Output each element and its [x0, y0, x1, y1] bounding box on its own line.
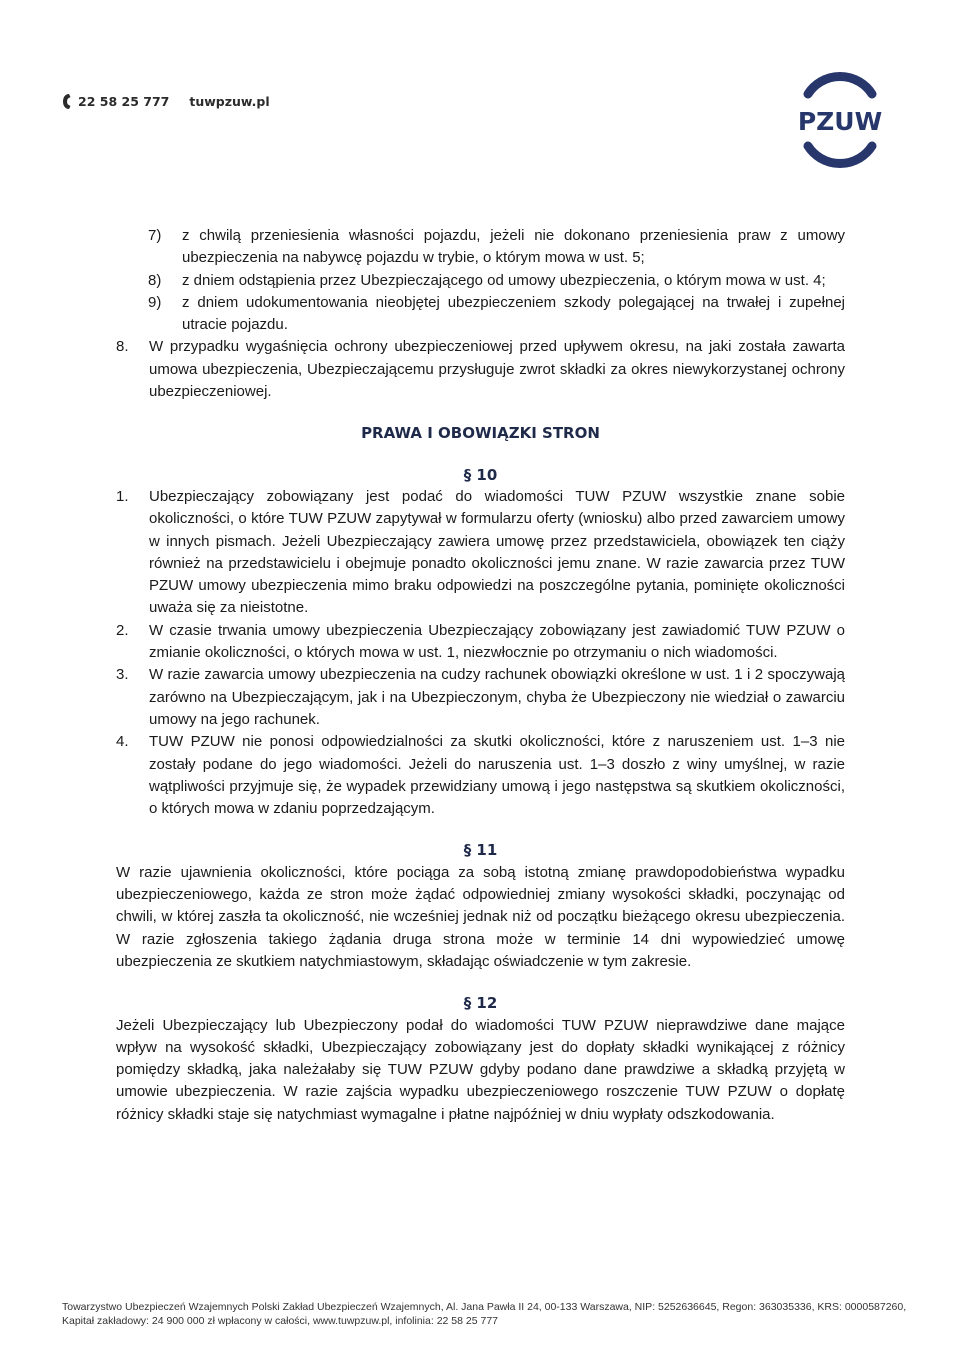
list-item-number: 7)	[148, 227, 162, 244]
paragraph-number: 3.	[116, 666, 129, 684]
document-body	[116, 225, 845, 1126]
list-item-text: z dniem udokumentowania nieobjętej ubezpieczeniem szkody polegającej na trwałej i zupełnej utracie pojazdu.	[182, 293, 845, 334]
section-12-title: § 12	[463, 994, 498, 1013]
numbered-paragraph	[116, 486, 845, 620]
header-phone: 22 58 25 777	[78, 94, 170, 109]
numbered-paragraph	[116, 731, 845, 820]
list-item-text: z chwilą przeniesienia własności pojazdu, jeżeli nie dokonano przeniesienia praw z umowy ubezpieczenia na nabywcę pojazdu w trybie, o którym mowa w ust. 5;	[182, 227, 845, 267]
paragraph-text: W przypadku wygaśnięcia ochrony ubezpieczeniowej przed upływem okresu, na jaki została zawarta umowa ubezpieczenia, Ubezpieczającemu przysługuje zwrot składki za okres niewykorzystanej ochrony ubezpieczeniowej.	[149, 338, 845, 401]
footer-line-2: Kapitał zakładowy: 24 900 000 zł wpłacony w całości, www.tuwpzuw.pl, infolinia: 22 58 25 777	[62, 1315, 499, 1327]
paragraph-number: 2.	[116, 621, 129, 639]
footer	[62, 1300, 906, 1328]
phone-icon	[62, 93, 73, 110]
list-item-text: z dniem odstąpienia przez Ubezpieczającego od umowy ubezpieczenia, o którym mowa w ust. 4;	[182, 271, 826, 289]
list-item	[116, 225, 845, 270]
paragraph-text: TUW PZUW nie ponosi odpowiedzialności za skutki okoliczności, które z naruszeniem ust. 1–3 nie zostały podane do jego wiadomości. Jeżeli do naruszenia ust. 1–3 doszło z winy umyślnej, w razie wątpliwości przyjmuje się, że wypadek przewidziany umową i jego następstwa są skutkiem okoliczności, o których mowa w zdaniu poprzedzającym.	[149, 733, 845, 818]
numbered-paragraph	[116, 336, 845, 403]
section-12-text: Jeżeli Ubezpieczający lub Ubezpieczony podał do wiadomości TUW PZUW nieprawdziwe dane mające wpływ na wysokość składki, Ubezpieczający zobowiązany jest do dopłaty składki wynikającej z różnicy pomiędzy składką, jaka należałaby się TUW PZUW gdyby podano dane prawdziwe a składką przyjętą w umowie ubezpieczenia. W razie zajścia wypadku ubezpieczeniowego roszczenie TUW PZUW o dopłatę różnicy składki staje się natychmiast wymagalne i płatne najpóźniej w dniu wypłaty odszkodowania.	[116, 1016, 845, 1123]
paragraph-text: Ubezpieczający zobowiązany jest podać do wiadomości TUW PZUW wszystkie znane sobie okoliczności, o które TUW PZUW zapytywał w formularzu oferty (wniosku) albo przed zawarciem umowy w innych pismach. Jeżeli Ubezpieczający zawiera umowę przez przedstawiciela, obowiązek ten ciąży również na przedstawicielu i obejmuje ponadto okoliczności jemu znane. W razie zawarcia przez TUW PZUW umowy ubezpieczenia mimo braku odpowiedzi na poszczególne pytania, pominięte okoliczności uważa się za nieistotne.	[149, 487, 845, 617]
paragraph-text: W razie zawarcia umowy ubezpieczenia na cudzy rachunek obowiązki określone w ust. 1 i 2 spoczywają zarówno na Ubezpieczającym, jak i na Ubezpieczonym, chyba że Ubezpieczony nie wiedział o zawarciu umowy na jego rachunek.	[149, 666, 845, 728]
header-website[interactable]: tuwpzuw.pl	[189, 94, 270, 109]
paragraph-number: 8.	[116, 338, 129, 356]
footer-line-1: Towarzystwo Ubezpieczeń Wzajemnych Polski Zakład Ubezpieczeń Wzajemnych, Al. Jana Pawła II 24, 00-133 Warszawa, NIP: 5252636645, Regon: 363035336, KRS: 0000587260,	[62, 1301, 907, 1313]
numbered-paragraph	[116, 620, 845, 665]
list-item-number: 9)	[148, 293, 162, 311]
list-item	[116, 292, 845, 337]
list-item-number: 8)	[148, 271, 162, 289]
pzuw-logo	[788, 58, 892, 182]
paragraph-number: 4.	[116, 733, 129, 751]
list-item	[116, 270, 845, 292]
paragraph-text: W czasie trwania umowy ubezpieczenia Ubezpieczający zobowiązany jest zawiadomić TUW PZUW o zmianie okoliczności, o których mowa w ust. 1, niezwłocznie po otrzymaniu o nich wiadomości.	[149, 621, 845, 662]
numbered-paragraph	[116, 664, 845, 731]
section-11-title: § 11	[463, 841, 498, 860]
section-10-title: § 10	[463, 465, 498, 484]
section-11-text: W razie ujawnienia okoliczności, które pociąga za sobą istotną zmianę prawdopodobieństwa wypadku ubezpieczeniowego, każda ze stron może żądać odpowiedniej zmiany wysokości składki, poczynając od chwili, w której zaszła ta okoliczność, nie wcześniej jednak niż od początku bieżącego okresu ubezpieczenia. W razie zgłoszenia takiego żądania druga strona może w terminie 14 dni wypowiedzieć umowę ubezpieczenia ze skutkiem natychmiastowym, składając oświadczenie w tym zakresie.	[116, 863, 845, 970]
paragraph-number: 1.	[116, 487, 129, 505]
header-contact	[62, 93, 270, 110]
logo-text: PZUW	[797, 107, 883, 136]
section-heading: PRAWA I OBOWIĄZKI STRON	[361, 424, 600, 443]
